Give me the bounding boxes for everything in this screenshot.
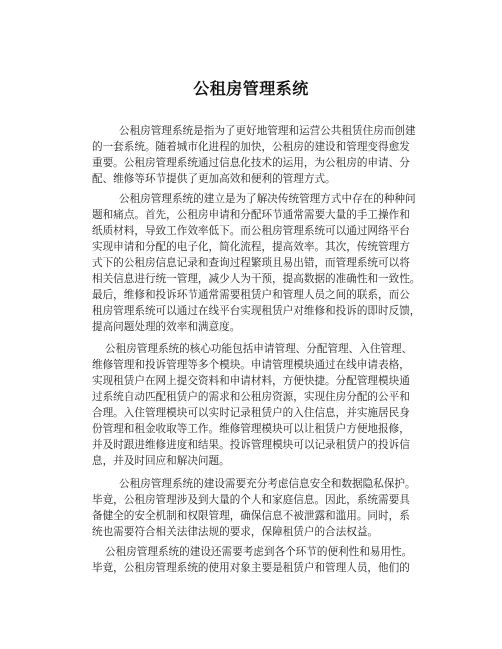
text-line: 息，并及时回应和解决问题。 [92, 455, 230, 467]
text-line: 公租房管理系统的建设还需要考虑到各个环节的便利性和易用性。 [105, 546, 413, 558]
text-line: 纸质材料，导致工作效率低下。而公租房管理系统可以通过网络平台 [92, 225, 410, 237]
text-line: 毕竟，公租房管理涉及到大量的个人和家庭信息。因此，系统需要具 [92, 494, 410, 506]
text-line: 题和痛点。首先，公租房申请和分配环节通常需要大量的手工操作和 [92, 209, 410, 221]
text-line: 维修管理和投诉管理等多个模块。申请管理模块通过在线申请表格， [92, 359, 410, 371]
text-line: 公租房管理系统是指为了更好地管理和运营公共租赁住房而创建 [119, 125, 416, 137]
text-line: 实现租赁户在网上提交资料和申请材料，方便快捷。分配管理模块通 [92, 375, 410, 387]
text-line: 合理。入住管理模块可以实时记录租赁户的入住信息，并实施居民身 [92, 407, 410, 419]
text-line: 份管理和租金收取等工作。维修管理模块可以让租赁户方便地报修， [92, 423, 410, 435]
text-line: 毕竟，公租房管理系统的使用对象主要是租赁户和管理人员，他们的 [92, 562, 410, 574]
text-line: 统也需要符合相关法律法规的要求，保障租赁户的合法权益。 [92, 526, 379, 538]
text-line: 相关信息进行统一管理，减少人为干预，提高数据的准确性和一致性。 [92, 273, 421, 285]
text-line: 公租房管理系统的建立是为了解决传统管理方式中存在的种种问 [119, 193, 416, 205]
text-line: 式下的公租房信息记录和查询过程繁琐且易出错，而管理系统可以将 [92, 257, 410, 269]
document-title: 公租房管理系统 [193, 79, 309, 98]
text-line: 公租房管理系统的核心功能包括申请管理、分配管理、入住管理、 [105, 343, 413, 355]
text-line: 并及时跟进维修进度和结果。投诉管理模块可以记录租赁户的投诉信 [92, 439, 410, 451]
text-line: 重要。公租房管理系统通过信息化技术的运用，为公租房的申请、分 [92, 157, 410, 169]
text-line: 公租房管理系统的建设需要充分考虑信息安全和数据隐私保护。 [119, 478, 416, 490]
text-line: 提高问题处理的效率和满意度。 [92, 321, 241, 333]
text-line: 租房管理系统可以通过在线平台实现租赁户对维修和投诉的即时反馈， [92, 305, 421, 317]
text-line: 过系统自动匹配租赁户的需求和公租房资源，实现住房分配的公平和 [92, 391, 410, 403]
text-line: 备健全的安全机制和权限管理，确保信息不被泄露和滥用。同时，系 [92, 510, 410, 522]
text-line: 的一套系统。随着城市化进程的加快，公租房的建设和管理变得愈发 [92, 141, 410, 153]
text-line: 配、维修等环节提供了更加高效和便利的管理方式。 [92, 173, 336, 185]
text-line: 最后，维修和投诉环节通常需要租赁户和管理人员之间的联系，而公 [92, 289, 410, 301]
text-line: 实现申请和分配的电子化，简化流程，提高效率。其次，传统管理方 [92, 241, 410, 253]
